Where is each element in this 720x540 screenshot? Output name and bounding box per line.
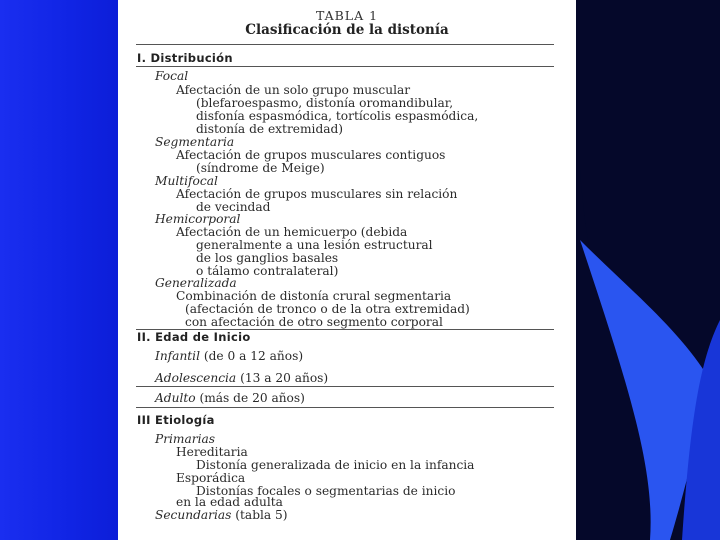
table-number: TABLA 1 bbox=[315, 8, 379, 23]
text-line: (afectación de tronco o de la otra extremidad) bbox=[185, 302, 470, 316]
text-line: Hereditaria bbox=[176, 445, 248, 459]
text-line: Afectación de grupos musculares contiguos bbox=[176, 148, 446, 162]
age-adolescencia bbox=[155, 372, 328, 385]
category-multifocal: Multifocal bbox=[155, 174, 218, 188]
age-range: (13 a 20 años) bbox=[240, 371, 329, 385]
table-reference: (tabla 5) bbox=[235, 508, 288, 522]
text-line: Afectación de un solo grupo muscular bbox=[176, 83, 411, 97]
category-segmentaria: Segmentaria bbox=[155, 135, 235, 149]
age-infantil bbox=[155, 350, 303, 363]
text-line: de vecindad bbox=[196, 200, 271, 214]
section-heading-etiologia: III Etiología bbox=[137, 413, 215, 427]
text-line: (blefaroespasmo, distonía oromandibular, bbox=[196, 96, 454, 110]
age-label: Infantil bbox=[155, 349, 200, 363]
category-generalizada: Generalizada bbox=[155, 276, 237, 290]
text-line: disfonía espasmódica, tortícolis espasmódica, bbox=[196, 109, 479, 123]
left-background-panel bbox=[0, 0, 118, 540]
age-label: Adulto bbox=[155, 391, 196, 405]
text-line: Distonía generalizada de inicio en la infancia bbox=[196, 458, 475, 472]
text-line: Distonías focales o segmentarias de inicio bbox=[196, 484, 456, 498]
text-line: distonía de extremidad) bbox=[196, 122, 344, 136]
category-secundarias: Secundarias bbox=[155, 508, 232, 522]
age-label: Adolescencia bbox=[155, 371, 237, 385]
text-line: en la edad adulta bbox=[176, 495, 283, 509]
table-document bbox=[118, 0, 576, 540]
secundarias-line bbox=[155, 509, 288, 522]
category-primarias: Primarias bbox=[155, 432, 215, 446]
text-line: o tálamo contralateral) bbox=[196, 264, 339, 278]
section-rule bbox=[136, 386, 554, 387]
section-heading-distribucion: I. Distribución bbox=[137, 51, 233, 65]
section-rule bbox=[136, 66, 554, 67]
text-line: (síndrome de Meige) bbox=[196, 161, 325, 175]
age-adulto bbox=[155, 392, 305, 405]
section-rule bbox=[136, 407, 554, 408]
text-line: de los ganglios basales bbox=[196, 251, 339, 265]
text-line: generalmente a una lesión estructural bbox=[196, 238, 433, 252]
section-heading-edad: II. Edad de Inicio bbox=[137, 330, 251, 344]
text-line: con afectación de otro segmento corporal bbox=[185, 315, 443, 329]
text-line: Afectación de un hemicuerpo (debida bbox=[176, 225, 408, 239]
table-title: Clasificación de la distonía bbox=[245, 22, 449, 38]
text-line: Esporádica bbox=[176, 471, 246, 485]
text-line: Combinación de distonía crural segmentaria bbox=[176, 289, 452, 303]
category-hemicorporal: Hemicorporal bbox=[155, 212, 241, 226]
age-range: (más de 20 años) bbox=[199, 391, 305, 405]
text-line: Afectación de grupos musculares sin relación bbox=[176, 187, 458, 201]
category-focal: Focal bbox=[155, 69, 189, 83]
top-rule bbox=[136, 44, 554, 45]
age-range: (de 0 a 12 años) bbox=[203, 349, 304, 363]
decorative-wave-shape bbox=[560, 0, 720, 540]
